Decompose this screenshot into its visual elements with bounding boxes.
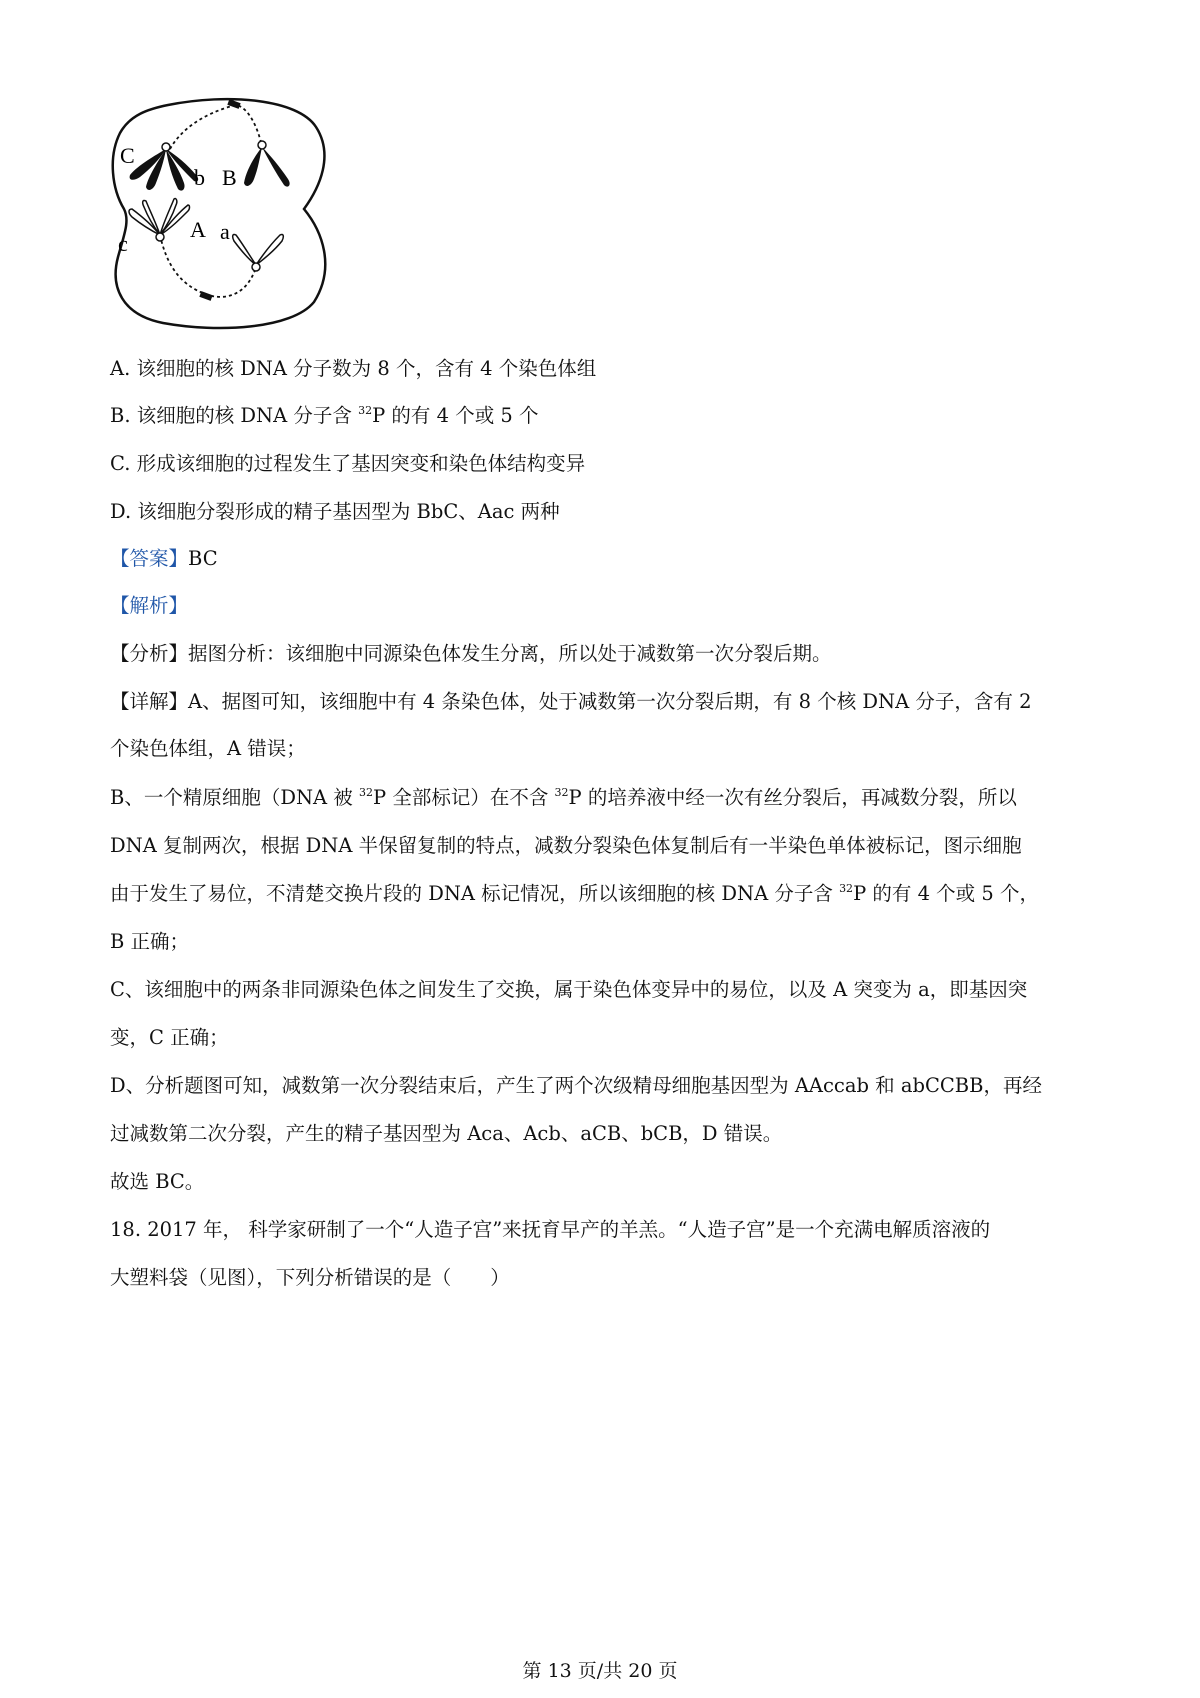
chromosome-group-top-left [130,143,199,191]
question-18-line2: 大塑料袋（见图），下列分析错误的是（ ） [110,1266,510,1289]
question-18-line1: 18. 2017 年， 科学家研制了一个“人造子宫”来抚育早产的羊羔。“人造子宫”是一个充满电解质溶液的 [110,1218,991,1241]
gene-label-B: B [222,165,237,190]
xiangjie-line-a2: 个染色体组，A 错误； [110,737,306,760]
xiangjie-line-b3: 由于发生了易位，不清楚交换片段的 DNA 标记情况，所以该细胞的核 DNA 分子含 $^{32}$P 的有 4 个或 5 个， [110,882,1039,905]
answer-value: BC [188,547,218,570]
gene-label-A: A [190,217,206,242]
conclusion-line: 故选 BC。 [110,1170,205,1193]
gene-label-a: a [220,219,230,244]
option-a: A. 该细胞的核 DNA 分子数为 8 个，含有 4 个染色体组 [110,357,597,380]
chromosome-group-bottom-left [129,198,190,241]
xiangjie-line-d2: 过减数第二次分裂，产生的精子基因型为 Aca、Acb、aCB、bCB，D 错误。 [110,1122,783,1145]
xiangjie-line-c2: 变，C 正确； [110,1026,229,1049]
cell-division-figure [108,97,338,332]
chromosome-group-bottom-right [233,234,284,271]
gene-label-C: C [120,143,135,168]
option-b: B. 该细胞的核 DNA 分子含 $^{32}$P 的有 4 个或 5 个 [110,404,539,427]
option-d: D. 该细胞分裂形成的精子基因型为 BbC、Aac 两种 [110,500,560,523]
analysis-tag: 【解析】 [110,594,189,617]
xiangjie-line-a1: 【详解】A、据图可知，该细胞中有 4 条染色体，处于减数第一次分裂后期，有 8 个核 DNA 分子，含有 2 [110,690,1032,713]
page-footer: 第 13 页/共 20 页 [522,1660,678,1682]
spindle-top [170,105,262,149]
fenxi-line: 【分析】据图分析：该细胞中同源染色体发生分离，所以处于减数第一次分裂后期。 [110,642,832,665]
xiangjie-line-b1: B、一个精原细胞（DNA 被 $^{32}$P 全部标记）在不含 $^{32}$P 的培养液中经一次有丝分裂后，再减数分裂，所以 [110,786,1017,809]
answer-tag: 【答案】 [110,547,189,570]
xiangjie-line-c1: C、该细胞中的两条非同源染色体之间发生了交换，属于染色体变异中的易位，以及 A 突变为 a，即基因突 [110,978,1028,1001]
xiangjie-line-d1: D、分析题图可知，减数第一次分裂结束后，产生了两个次级精母细胞基因型为 AAccab 和 abCCBB，再经 [110,1074,1042,1097]
gene-label-b: b [194,165,205,190]
xiangjie-line-b4: B 正确； [110,930,190,953]
chromosome-group-top-right [244,141,290,187]
option-c: C. 形成该细胞的过程发生了基因突变和染色体结构变异 [110,452,586,475]
cell-outline [113,99,326,328]
answer-line [110,545,1100,573]
xiangjie-line-b2: DNA 复制两次，根据 DNA 半保留复制的特点，减数分裂染色体复制后有一半染色单体被标记，图示细胞 [110,834,1022,857]
gene-label-c: c [118,231,128,256]
centrosome-bottom [199,291,212,301]
